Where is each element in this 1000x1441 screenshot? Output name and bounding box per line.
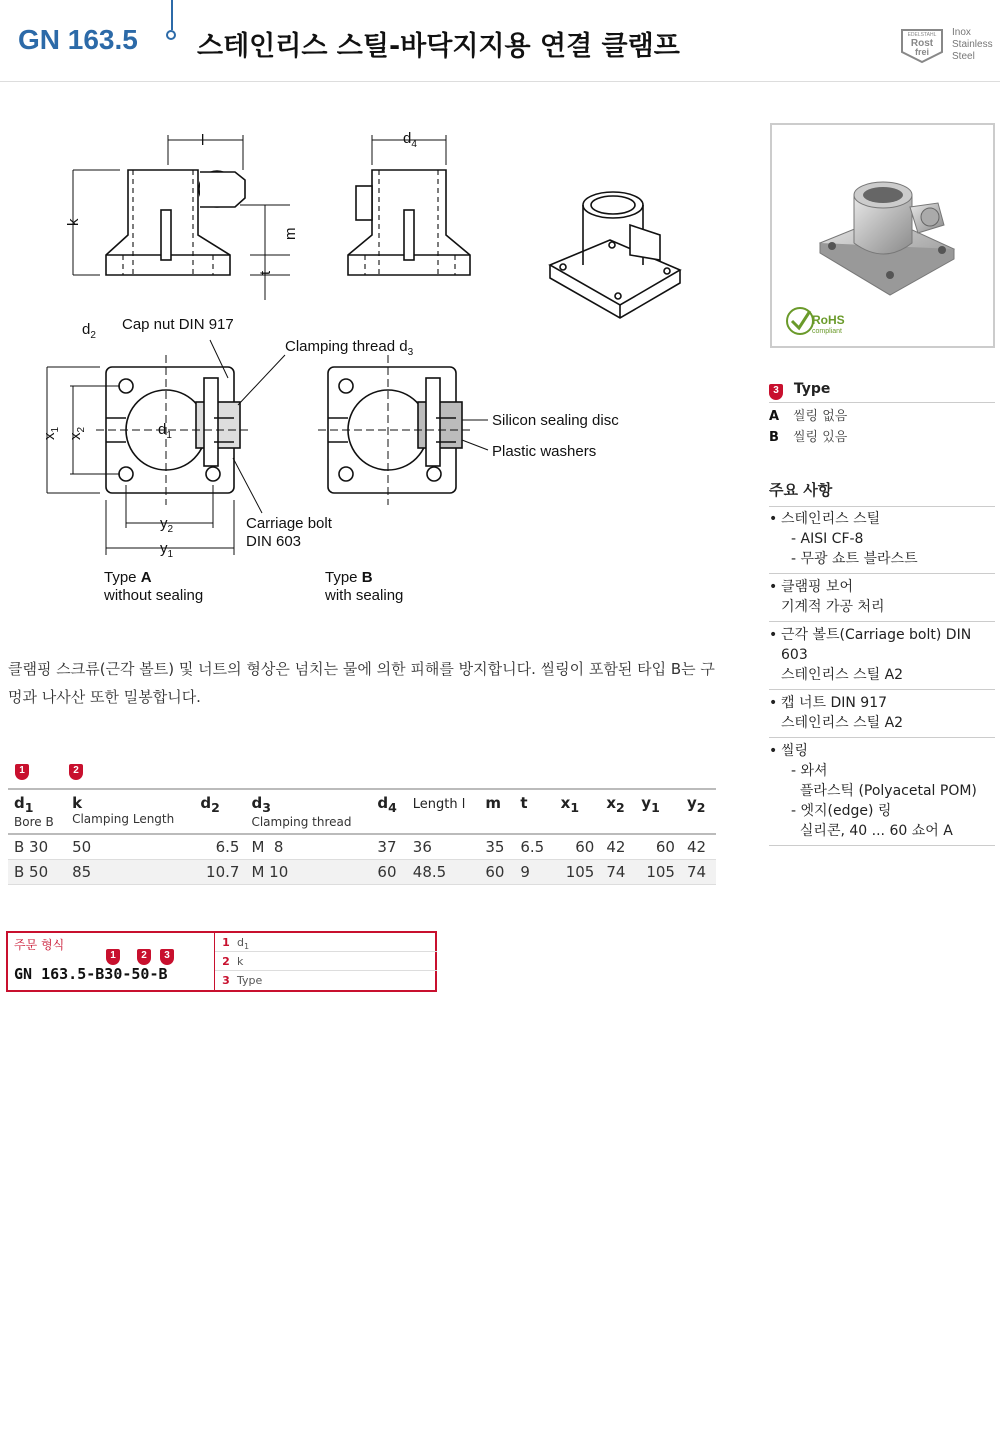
order-legend-row: 1 $d_1$ — [215, 933, 437, 952]
pin-2-icon: 2 — [69, 764, 83, 780]
dimensions-table — [8, 788, 716, 885]
clamping-thread-label: Clamping thread $d_3$ — [285, 338, 414, 358]
svg-text:EDELSTAHL: EDELSTAHL — [907, 32, 937, 38]
features-title: 주요 사항 — [769, 479, 995, 507]
col-m: m — [479, 789, 514, 834]
order-pin-3-icon: 3 — [160, 949, 174, 965]
carriage-bolt-label: Carriage bolt — [246, 515, 332, 532]
product-photo — [770, 123, 995, 348]
d1-label: $d_1$ — [158, 421, 172, 441]
col-x2: $x_2$ — [600, 789, 635, 834]
silicon-sealing-label: Silicon sealing disc — [492, 412, 619, 429]
feature-item: • 근각 볼트(Carriage bolt) DIN 603 스테인리스 스틸 A2 — [769, 622, 995, 690]
page-title: 스테인리스 스틸-바닥지지용 연결 클램프 — [197, 31, 680, 62]
dim-l-label: l — [201, 132, 205, 149]
inox-label: Inox Stainless Steel — [952, 27, 993, 62]
cap-nut-label: Cap nut DIN 917 — [122, 316, 234, 333]
product-description: 클램핑 스크류(근각 볼트) 및 너트의 형상은 넘치는 물에 의한 피해를 방지합니다. 씰링이 포함된 타입 B는 구멍과 나사산 또한 밀봉합니다. — [8, 660, 715, 706]
features-list — [769, 506, 995, 846]
side-view — [348, 135, 470, 275]
type-row-b: B 씰링 있음 — [769, 430, 848, 445]
col-y1: $y_1$ — [635, 789, 681, 834]
order-pin-1-icon: 1 — [106, 949, 120, 965]
product-code: GN 163.5 — [18, 24, 138, 55]
isometric-view — [550, 192, 680, 318]
feature-item: • 캡 너트 DIN 917 스테인리스 스틸 A2 — [769, 690, 995, 738]
col-length: Length l — [407, 789, 480, 834]
order-format-box — [6, 931, 437, 992]
header-divider — [171, 0, 173, 30]
col-d4: $d_4$ — [371, 789, 406, 834]
type-section-title: 3 Type — [769, 381, 995, 403]
col-k: k Clamping Length — [66, 789, 194, 834]
table-row: B 30 50 6.5 M 8 37 36 35 6.5 60 42 60 42 — [8, 834, 716, 860]
order-legend-row: 2 k — [215, 952, 437, 971]
svg-text:frei: frei — [914, 47, 930, 57]
svg-text:RoHS: RoHS — [812, 313, 845, 327]
order-legend — [214, 933, 437, 990]
page-header — [0, 0, 1000, 82]
feature-item: • 클램핑 보어 기계적 가공 처리 — [769, 574, 995, 622]
col-x1: $x_1$ — [555, 789, 601, 834]
d2-label: $d_2$ — [82, 321, 96, 341]
y2-label: $y_2$ — [160, 515, 174, 535]
dim-k-label: k — [65, 218, 82, 226]
feature-item: • 스테인리스 스틸 - AISI CF-8 - 무광 쇼트 블라스트 — [769, 506, 995, 574]
dim-d4-label: $d_4$ — [403, 130, 417, 150]
y1-label: $y_1$ — [160, 540, 174, 560]
header-divider-dot — [166, 30, 176, 40]
dim-m-label: m — [282, 227, 299, 240]
order-legend-row: 3 Type — [222, 974, 263, 987]
type-b-desc: with sealing — [325, 587, 404, 604]
col-d2: $d_2$ — [194, 789, 245, 834]
table-row: B 50 85 10.7 M 10 60 48.5 60 9 105 74 105 74 — [8, 860, 716, 885]
svg-text:Rost: Rost — [910, 38, 934, 49]
product-photo-image — [772, 125, 993, 346]
type-row-a: A 씰링 없음 — [769, 409, 848, 424]
col-y2: $y_2$ — [681, 789, 716, 834]
x1-label: $x_1$ — [41, 426, 61, 440]
x2-label: $x_2$ — [67, 426, 87, 440]
feature-item: • 씰링 - 와셔 플라스틱 (Polyacetal POM) - 엣지(edge) 링 실리콘, 40 ... 60 쇼어 A — [769, 738, 995, 846]
carriage-bolt-din-label: DIN 603 — [246, 533, 302, 550]
col-t: t — [514, 789, 554, 834]
dim-t-label: t — [257, 270, 274, 275]
pin-3-icon: 3 — [769, 384, 783, 400]
rostfrei-badge-icon — [900, 28, 944, 64]
order-code: GN 163.5-B30-50-B — [14, 965, 168, 983]
technical-drawing — [0, 100, 740, 620]
pin-1-icon: 1 — [15, 764, 29, 780]
order-pin-2-icon: 2 — [137, 949, 151, 965]
col-d3: $d_3$ Clamping thread — [245, 789, 371, 834]
svg-text:compliant: compliant — [812, 328, 842, 335]
type-b-label: Type B — [325, 569, 373, 586]
table-header-row — [8, 789, 716, 834]
col-d1: $d_1$ Bore B — [8, 789, 66, 834]
order-title: 주문 형식 — [14, 938, 65, 952]
top-view-type-b — [318, 355, 488, 505]
plastic-washers-label: Plastic washers — [492, 443, 597, 460]
type-a-label: Type A — [104, 569, 152, 586]
type-a-desc: without sealing — [104, 587, 204, 604]
